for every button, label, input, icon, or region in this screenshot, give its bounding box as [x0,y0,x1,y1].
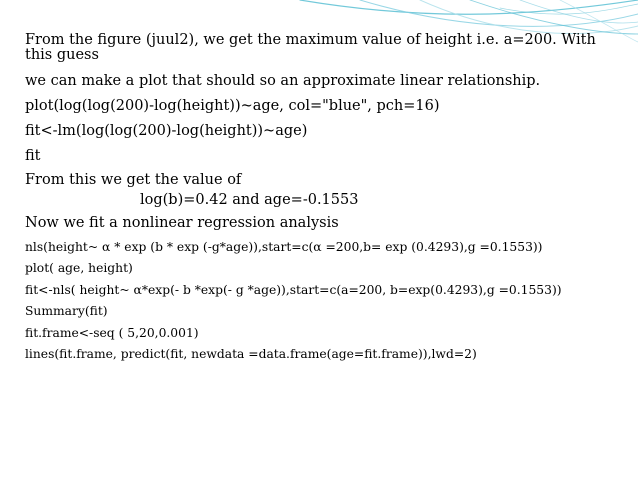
code-line-6: lines(fit.frame, predict(fit, newdata =data.frame(age=fit.frame)),lwd=2) [25,347,477,361]
text-line-8: Now we fit a nonlinear regression analysis [25,215,339,231]
swoosh-line [470,0,638,34]
code-line-1: nls(height~ α * exp (b * exp (-g*age)),start=c(α =200,b= exp (0.4293),g =0.1553)) [25,240,543,254]
text-line-4: fit<-lm(log(log(200)-log(height))~age) [25,123,308,139]
text-line-7: log(b)=0.42 and age=-0.1553 [140,192,359,208]
swoosh-line [300,0,638,14]
text-line-2: we can make a plot that should so an approximate linear relationship. [25,73,541,89]
code-line-2: plot( age, height) [25,261,133,275]
text-line-6: From this we get the value of [25,172,242,188]
text-line-5: fit [25,148,41,164]
text-line-1: From the figure (juul2), we get the maximum value of height i.e. a=200. With this guess [25,32,596,63]
code-line-4: Summary(fit) [25,304,108,318]
code-line-3: fit<-nls( height~ α*exp(- b *exp(- g *age)),start=c(a=200, b=exp(0.4293),g =0.1553)) [25,283,562,297]
text-line-3: plot(log(log(200)-log(height))~age, col="blue", pch=16) [25,98,440,114]
code-line-5: fit.frame<-seq ( 5,20,0.001) [25,326,199,340]
